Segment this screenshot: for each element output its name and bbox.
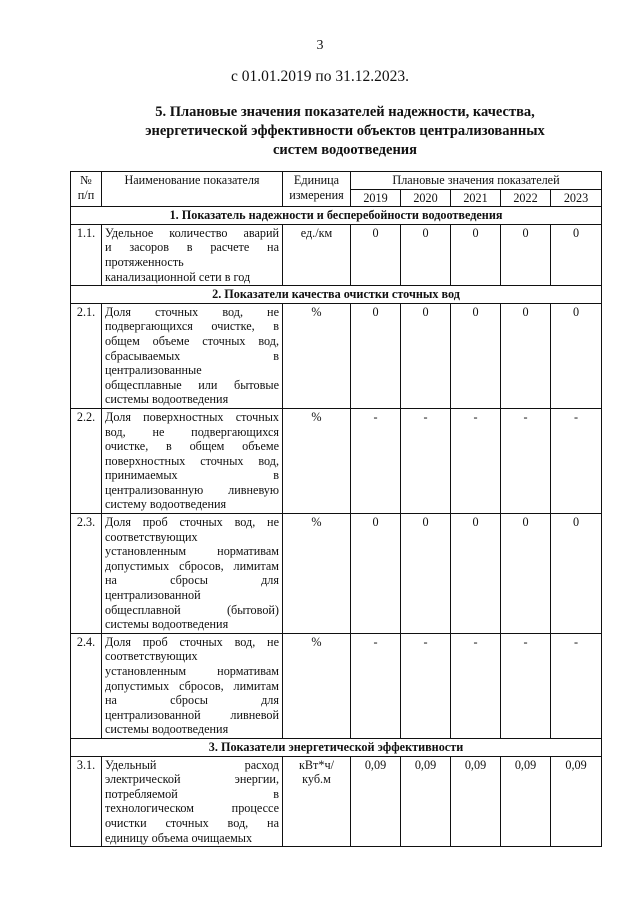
heading-line-2: энергетической эффективности объектов централизованных <box>145 123 545 139</box>
table-row <box>71 224 602 285</box>
heading-line-1: 5. Плановые значения показателей надежности, качества, <box>155 104 535 120</box>
indicator-name-line: установленным нормативам <box>105 544 279 559</box>
header-year: 2019 <box>351 189 401 207</box>
indicator-name-line: централизованную ливневую <box>105 482 279 497</box>
row-number: 1.1. <box>71 224 102 285</box>
indicator-name-line: поверхностных сточных вод, <box>105 453 279 468</box>
table-row <box>71 756 602 847</box>
row-number: 2.1. <box>71 303 102 408</box>
value-cell: 0,09 <box>501 756 551 847</box>
indicator-name-line: общесплавные или бытовые <box>105 377 279 392</box>
indicator-name <box>102 756 283 847</box>
value-cell: - <box>551 633 602 738</box>
value-cell: - <box>501 633 551 738</box>
indicator-name-line: Доля проб сточных вод, не <box>105 515 279 530</box>
indicator-name-line: вод, не подвергающихся <box>105 424 279 439</box>
value-cell: - <box>351 633 401 738</box>
value-cell: 0 <box>551 514 602 634</box>
indicator-name-line: единицу объема очищаемых <box>105 830 253 845</box>
heading-line-3: систем водоотведения <box>272 142 418 158</box>
indicator-name-line: очистке, в общем объеме <box>105 439 279 454</box>
indicator-name-line: принимаемых в <box>105 468 279 483</box>
indicator-name-line: централизованной ливневой <box>105 707 279 722</box>
row-number: 2.2. <box>71 408 102 513</box>
section-heading <box>110 103 580 160</box>
unit-cell: кВт*ч/ куб.м <box>283 756 351 847</box>
indicator-name-line: сбрасываемых в <box>105 348 279 363</box>
value-cell: - <box>551 408 602 513</box>
indicator-name-line: централизованной <box>105 588 201 603</box>
indicator-name-line: Удельный расход <box>105 757 279 772</box>
indicator-name-line: и засоров в расчете на <box>105 240 279 255</box>
value-cell: - <box>501 408 551 513</box>
indicator-name-line: Доля поверхностных сточных <box>105 409 279 424</box>
indicator-name-line: на сбросы для <box>105 693 279 708</box>
indicator-name <box>102 633 283 738</box>
indicator-name <box>102 303 283 408</box>
unit-cell: % <box>283 633 351 738</box>
value-cell: 0 <box>351 224 401 285</box>
value-cell: 0 <box>401 514 451 634</box>
unit-cell: % <box>283 303 351 408</box>
header-num: № п/п <box>71 172 102 207</box>
indicator-name-line: Удельное количество аварий <box>105 225 279 240</box>
value-cell: - <box>401 633 451 738</box>
indicator-name-line: общесплавной (бытовой) <box>105 602 279 617</box>
value-cell: 0 <box>501 224 551 285</box>
indicator-name-line: системы водоотведения <box>105 392 229 407</box>
header-planned: Плановые значения показателей <box>351 172 602 190</box>
value-cell: 0 <box>451 514 501 634</box>
value-cell: 0 <box>451 303 501 408</box>
indicator-name-line: централизованные <box>105 363 202 378</box>
value-cell: 0 <box>351 303 401 408</box>
row-number: 3.1. <box>71 756 102 847</box>
indicator-name-line: допустимых сбросов, лимитам <box>105 678 279 693</box>
value-cell: 0 <box>501 303 551 408</box>
indicator-name-line: канализационной сети в год <box>105 269 251 284</box>
value-cell: 0 <box>401 224 451 285</box>
value-cell: 0 <box>451 224 501 285</box>
header-year: 2020 <box>401 189 451 207</box>
indicator-name-line: подвергающихся очистке, в <box>105 319 279 334</box>
section-title: 3. Показатели энергетической эффективности <box>71 738 602 756</box>
value-cell: 0 <box>351 514 401 634</box>
unit-cell: ед./км <box>283 224 351 285</box>
indicator-name-line: соответствующих <box>105 529 198 544</box>
value-cell: 0,09 <box>351 756 401 847</box>
indicators-table <box>70 171 602 847</box>
value-cell: 0,09 <box>451 756 501 847</box>
indicator-name-line: установленным нормативам <box>105 664 279 678</box>
unit-cell: % <box>283 408 351 513</box>
row-number: 2.4. <box>71 633 102 738</box>
indicator-name-line: систему водоотведения <box>105 497 227 512</box>
indicator-name <box>102 224 283 285</box>
value-cell: - <box>401 408 451 513</box>
value-cell: - <box>351 408 401 513</box>
value-cell: 0,09 <box>551 756 602 847</box>
value-cell: - <box>451 633 501 738</box>
table-row <box>71 633 602 738</box>
header-year: 2022 <box>501 189 551 207</box>
value-cell: 0 <box>551 224 602 285</box>
indicator-name-line: потребляемой в <box>105 786 279 801</box>
indicator-name-line: системы водоотведения <box>105 617 229 632</box>
period-line: с 01.01.2019 по 31.12.2023. <box>231 68 409 85</box>
table-body <box>71 207 602 847</box>
indicator-name-line: общем объеме сточных вод, <box>105 333 279 348</box>
indicator-name-line: протяженность <box>105 254 184 269</box>
indicator-name <box>102 514 283 634</box>
table-row <box>71 303 602 408</box>
indicator-name-line: Доля сточных вод, не <box>105 304 279 319</box>
unit-cell: % <box>283 514 351 634</box>
indicator-name-line: допустимых сбросов, лимитам <box>105 558 279 573</box>
section-title: 1. Показатель надежности и бесперебойности водоотведения <box>71 207 602 225</box>
header-year: 2021 <box>451 189 501 207</box>
indicator-name-line: на сбросы для <box>105 573 279 588</box>
value-cell: - <box>451 408 501 513</box>
value-cell: 0 <box>551 303 602 408</box>
table-row <box>71 408 602 513</box>
indicator-name-line: технологическом процессе <box>105 801 279 816</box>
section-title: 2. Показатели качества очистки сточных вод <box>71 286 602 304</box>
indicator-name-line: Доля проб сточных вод, не <box>105 634 279 649</box>
indicator-name <box>102 408 283 513</box>
value-cell: 0,09 <box>401 756 451 847</box>
table-row <box>71 514 602 634</box>
row-number: 2.3. <box>71 514 102 634</box>
indicator-name-line: очистки сточных вод, на <box>105 815 279 830</box>
value-cell: 0 <box>401 303 451 408</box>
header-year: 2023 <box>551 189 602 207</box>
value-cell: 0 <box>501 514 551 634</box>
indicator-name-line: электрической энергии, <box>105 772 279 787</box>
indicator-name-line: соответствующих <box>105 649 198 664</box>
header-unit: Единица измерения <box>283 172 351 207</box>
header-name: Наименование показателя <box>102 172 283 207</box>
indicator-name-line: системы водоотведения <box>105 722 229 737</box>
page-number: 3 <box>316 38 324 53</box>
